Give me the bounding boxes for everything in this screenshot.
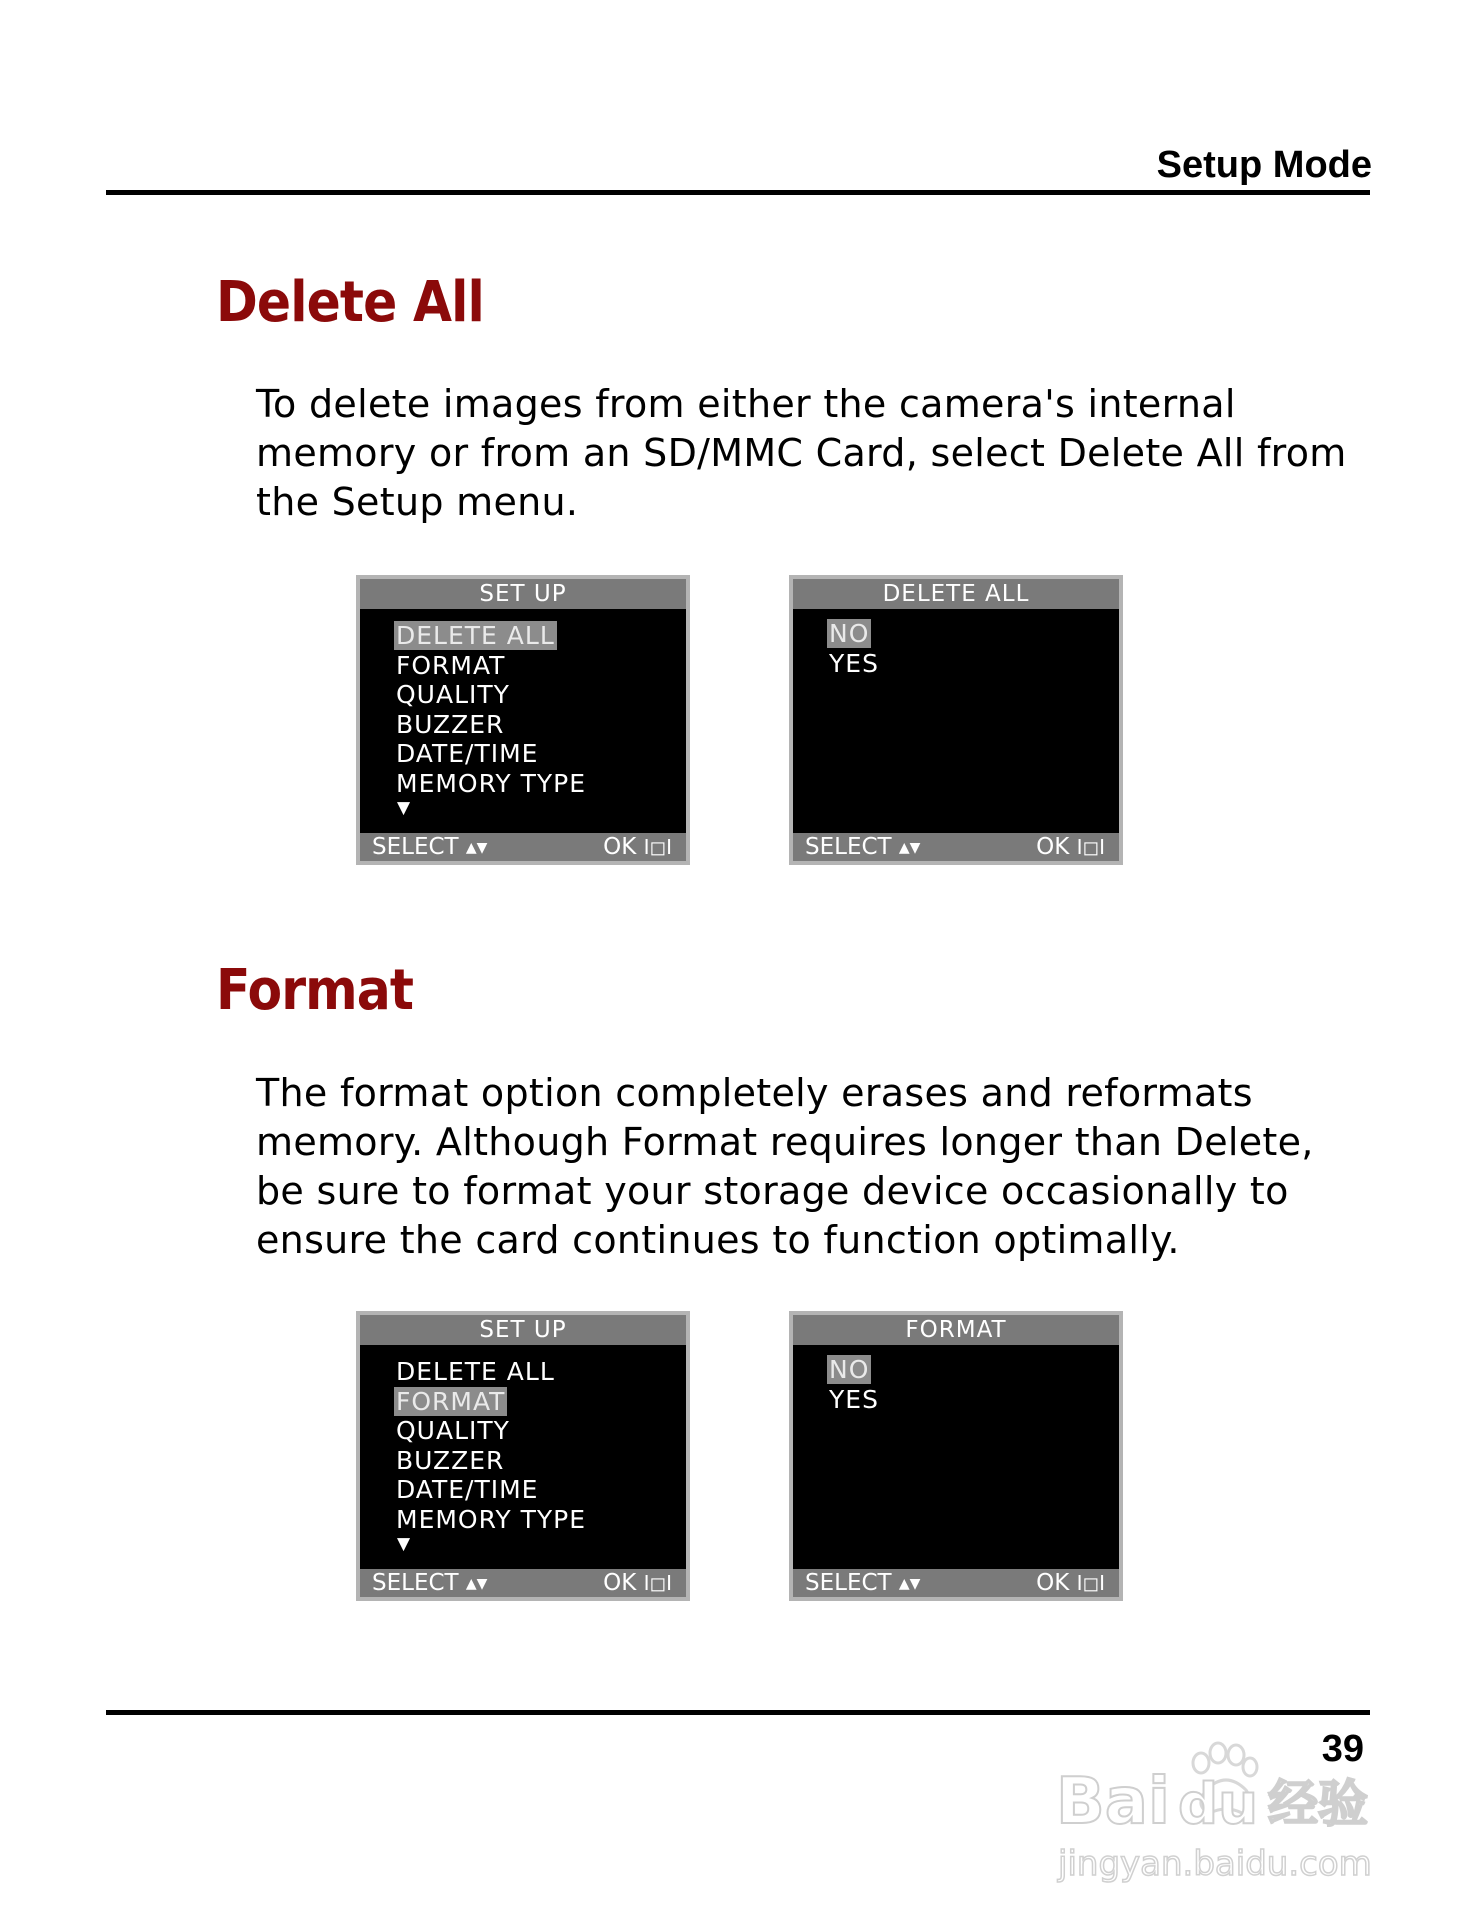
watermark-brand: Bai: [1056, 1765, 1170, 1839]
screen-footer: [793, 1569, 1119, 1597]
section-paragraph-format: [256, 1069, 1386, 1265]
menu-item-quality[interactable]: QUALITY: [396, 1416, 510, 1445]
header-title: Setup Mode: [1156, 144, 1372, 186]
more-down-icon: ▼: [397, 1534, 411, 1554]
baidu-watermark: [1046, 1715, 1386, 1885]
menu-item-delete-all[interactable]: DELETE ALL: [396, 621, 555, 650]
setup-menu-screen: [356, 575, 690, 865]
page-number: 39: [1321, 1728, 1364, 1770]
paragraph-line: memory or from an SD/MMC Card, select Delete All from: [256, 431, 1347, 475]
option-list: [827, 1355, 881, 1414]
up-down-arrows-icon: ▲▼: [465, 1576, 488, 1592]
section-title-delete-all: Delete All: [216, 270, 484, 335]
ok-button-icon: I◻I: [643, 835, 672, 859]
ok-hint: OK I◻I: [603, 1570, 672, 1596]
ok-button-icon: I◻I: [643, 1571, 672, 1595]
screen-title: SET UP: [360, 579, 686, 609]
menu-item-quality[interactable]: QUALITY: [396, 680, 510, 709]
menu-item-buzzer[interactable]: BUZZER: [396, 709, 505, 739]
option-no[interactable]: NO: [829, 1355, 870, 1384]
menu-item-date-time[interactable]: DATE/TIME: [396, 739, 539, 768]
option-yes[interactable]: YES: [829, 648, 879, 678]
option-no[interactable]: NO: [829, 619, 870, 648]
up-down-arrows-icon: ▲▼: [465, 840, 488, 856]
option-list: [827, 619, 881, 678]
watermark-url: jingyan.baidu.com: [1058, 1844, 1372, 1884]
menu-item-date-time[interactable]: DATE/TIME: [396, 1475, 539, 1504]
ok-hint: OK I◻I: [603, 834, 672, 860]
section-paragraph-delete-all: [256, 380, 1386, 527]
up-down-arrows-icon: ▲▼: [898, 1576, 921, 1592]
menu-item-delete-all[interactable]: DELETE ALL: [396, 1357, 555, 1386]
screen-title: FORMAT: [793, 1315, 1119, 1345]
screen-title: DELETE ALL: [793, 579, 1119, 609]
ok-hint: OK I◻I: [1036, 834, 1105, 860]
menu-item-format[interactable]: FORMAT: [396, 1386, 506, 1416]
select-hint: SELECT ▲▼: [805, 834, 921, 860]
ok-button-icon: I◻I: [1076, 1571, 1105, 1595]
paragraph-line: the Setup menu.: [256, 480, 579, 524]
ok-hint: OK I◻I: [1036, 1570, 1105, 1596]
paragraph-line: ensure the card continues to function optimally.: [256, 1218, 1180, 1262]
menu-item-buzzer[interactable]: BUZZER: [396, 1445, 505, 1475]
more-down-icon: ▼: [397, 798, 411, 818]
select-hint: SELECT ▲▼: [805, 1570, 921, 1596]
paragraph-line: To delete images from either the camera's internal: [256, 382, 1236, 426]
screen-title: SET UP: [360, 1315, 686, 1345]
menu-list: [394, 621, 588, 818]
menu-item-format[interactable]: FORMAT: [396, 650, 506, 680]
option-yes[interactable]: YES: [829, 1384, 879, 1414]
screen-footer: [793, 833, 1119, 861]
menu-item-memory-type[interactable]: MEMORY TYPE: [396, 768, 587, 798]
select-hint: SELECT ▲▼: [372, 834, 488, 860]
watermark-brand-du: du: [1178, 1772, 1258, 1837]
watermark-cn: 经验: [1268, 1775, 1368, 1833]
screen-footer: [360, 1569, 686, 1597]
menu-item-memory-type[interactable]: MEMORY TYPE: [396, 1504, 587, 1534]
ok-button-icon: I◻I: [1076, 835, 1105, 859]
paragraph-line: be sure to format your storage device occasionally to: [256, 1169, 1289, 1213]
menu-list: [394, 1357, 588, 1554]
paragraph-line: The format option completely erases and reformats: [256, 1071, 1253, 1115]
setup-menu-screen: [356, 1311, 690, 1601]
up-down-arrows-icon: ▲▼: [898, 840, 921, 856]
section-title-format: Format: [216, 958, 414, 1023]
paragraph-line: memory. Although Format requires longer than Delete,: [256, 1120, 1314, 1164]
select-hint: SELECT ▲▼: [372, 1570, 488, 1596]
header-rule: [106, 190, 1370, 195]
screen-footer: [360, 833, 686, 861]
format-screen: [789, 1311, 1123, 1601]
delete-all-screen: [789, 575, 1123, 865]
